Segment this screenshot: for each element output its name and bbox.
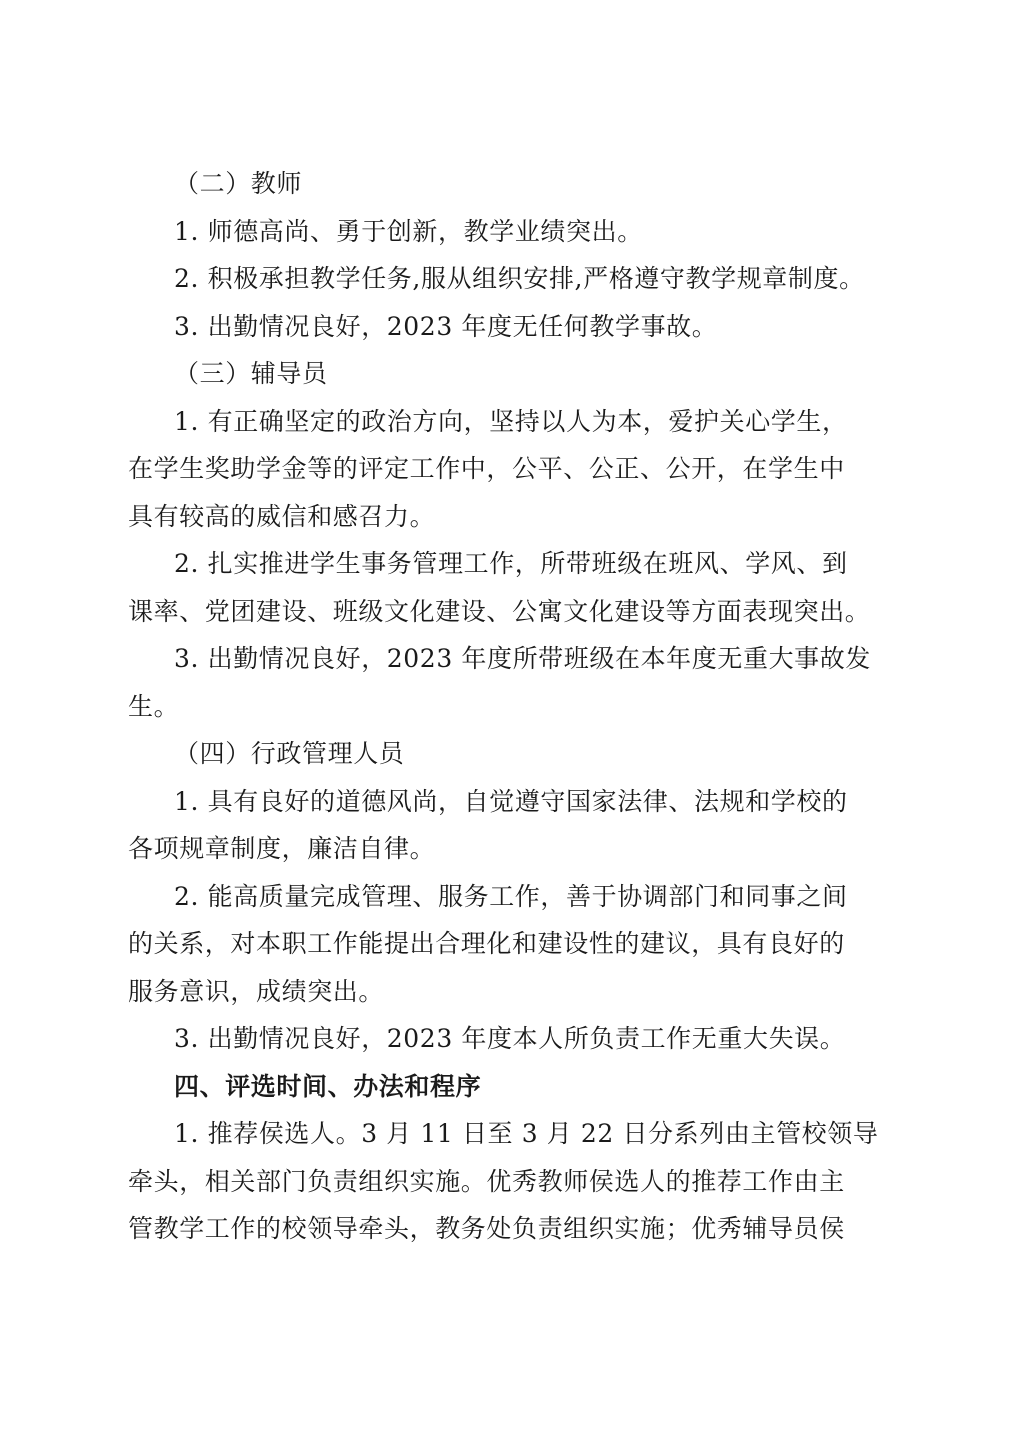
- paragraph-line: 1. 有正确坚定的政治方向，坚持以人为本，爱护关心学生，: [174, 406, 848, 436]
- section-heading-counselor: （三）辅导员: [174, 359, 328, 388]
- paragraph-line: 2. 扎实推进学生事务管理工作，所带班级在班风、学风、到: [174, 549, 848, 578]
- section-heading-teacher: （二）教师: [174, 169, 303, 198]
- paragraph-line: 3. 出勤情况良好，2023 年度本人所负责工作无重大失误。: [174, 1024, 846, 1053]
- paragraph-line: 1. 师德高尚、勇于创新，教学业绩突出。: [174, 216, 643, 246]
- paragraph-line: 具有较高的威信和感召力。: [128, 501, 436, 531]
- paragraph-line: 管教学工作的校领导牵头，教务处负责组织实施；优秀辅导员侯: [128, 1214, 845, 1243]
- paragraph-line: 2. 积极承担教学任务,服从组织安排,严格遵守教学规章制度。: [174, 264, 865, 293]
- paragraph-line: 的关系，对本职工作能提出合理化和建设性的建议，具有良好的: [128, 929, 845, 958]
- paragraph-line: 各项规章制度，廉洁自律。: [128, 834, 436, 863]
- section-heading-selection-procedure: 四、评选时间、办法和程序: [174, 1071, 482, 1101]
- paragraph-line: 1. 具有良好的道德风尚，自觉遵守国家法律、法规和学校的: [174, 786, 848, 816]
- paragraph-line: 1. 推荐侯选人。3 月 11 日至 3 月 22 日分系列由主管校领导: [174, 1119, 879, 1148]
- paragraph-line: 2. 能高质量完成管理、服务工作，善于协调部门和同事之间: [174, 881, 848, 911]
- paragraph-line: 课率、党团建设、班级文化建设、公寓文化建设等方面表现突出。: [128, 596, 871, 626]
- document-body: [128, 160, 898, 1253]
- paragraph-line: 生。: [128, 691, 180, 721]
- paragraph-line: 3. 出勤情况良好，2023 年度无任何教学事故。: [174, 311, 718, 341]
- section-heading-admin-staff: （四）行政管理人员: [174, 739, 405, 768]
- paragraph-line: 3. 出勤情况良好，2023 年度所带班级在本年度无重大事故发: [174, 644, 871, 673]
- paragraph-line: 服务意识，成绩突出。: [128, 976, 385, 1006]
- paragraph-line: 在学生奖助学金等的评定工作中，公平、公正、公开，在学生中: [128, 454, 845, 483]
- paragraph-line: 牵头，相关部门负责组织实施。优秀教师侯选人的推荐工作由主: [128, 1166, 845, 1196]
